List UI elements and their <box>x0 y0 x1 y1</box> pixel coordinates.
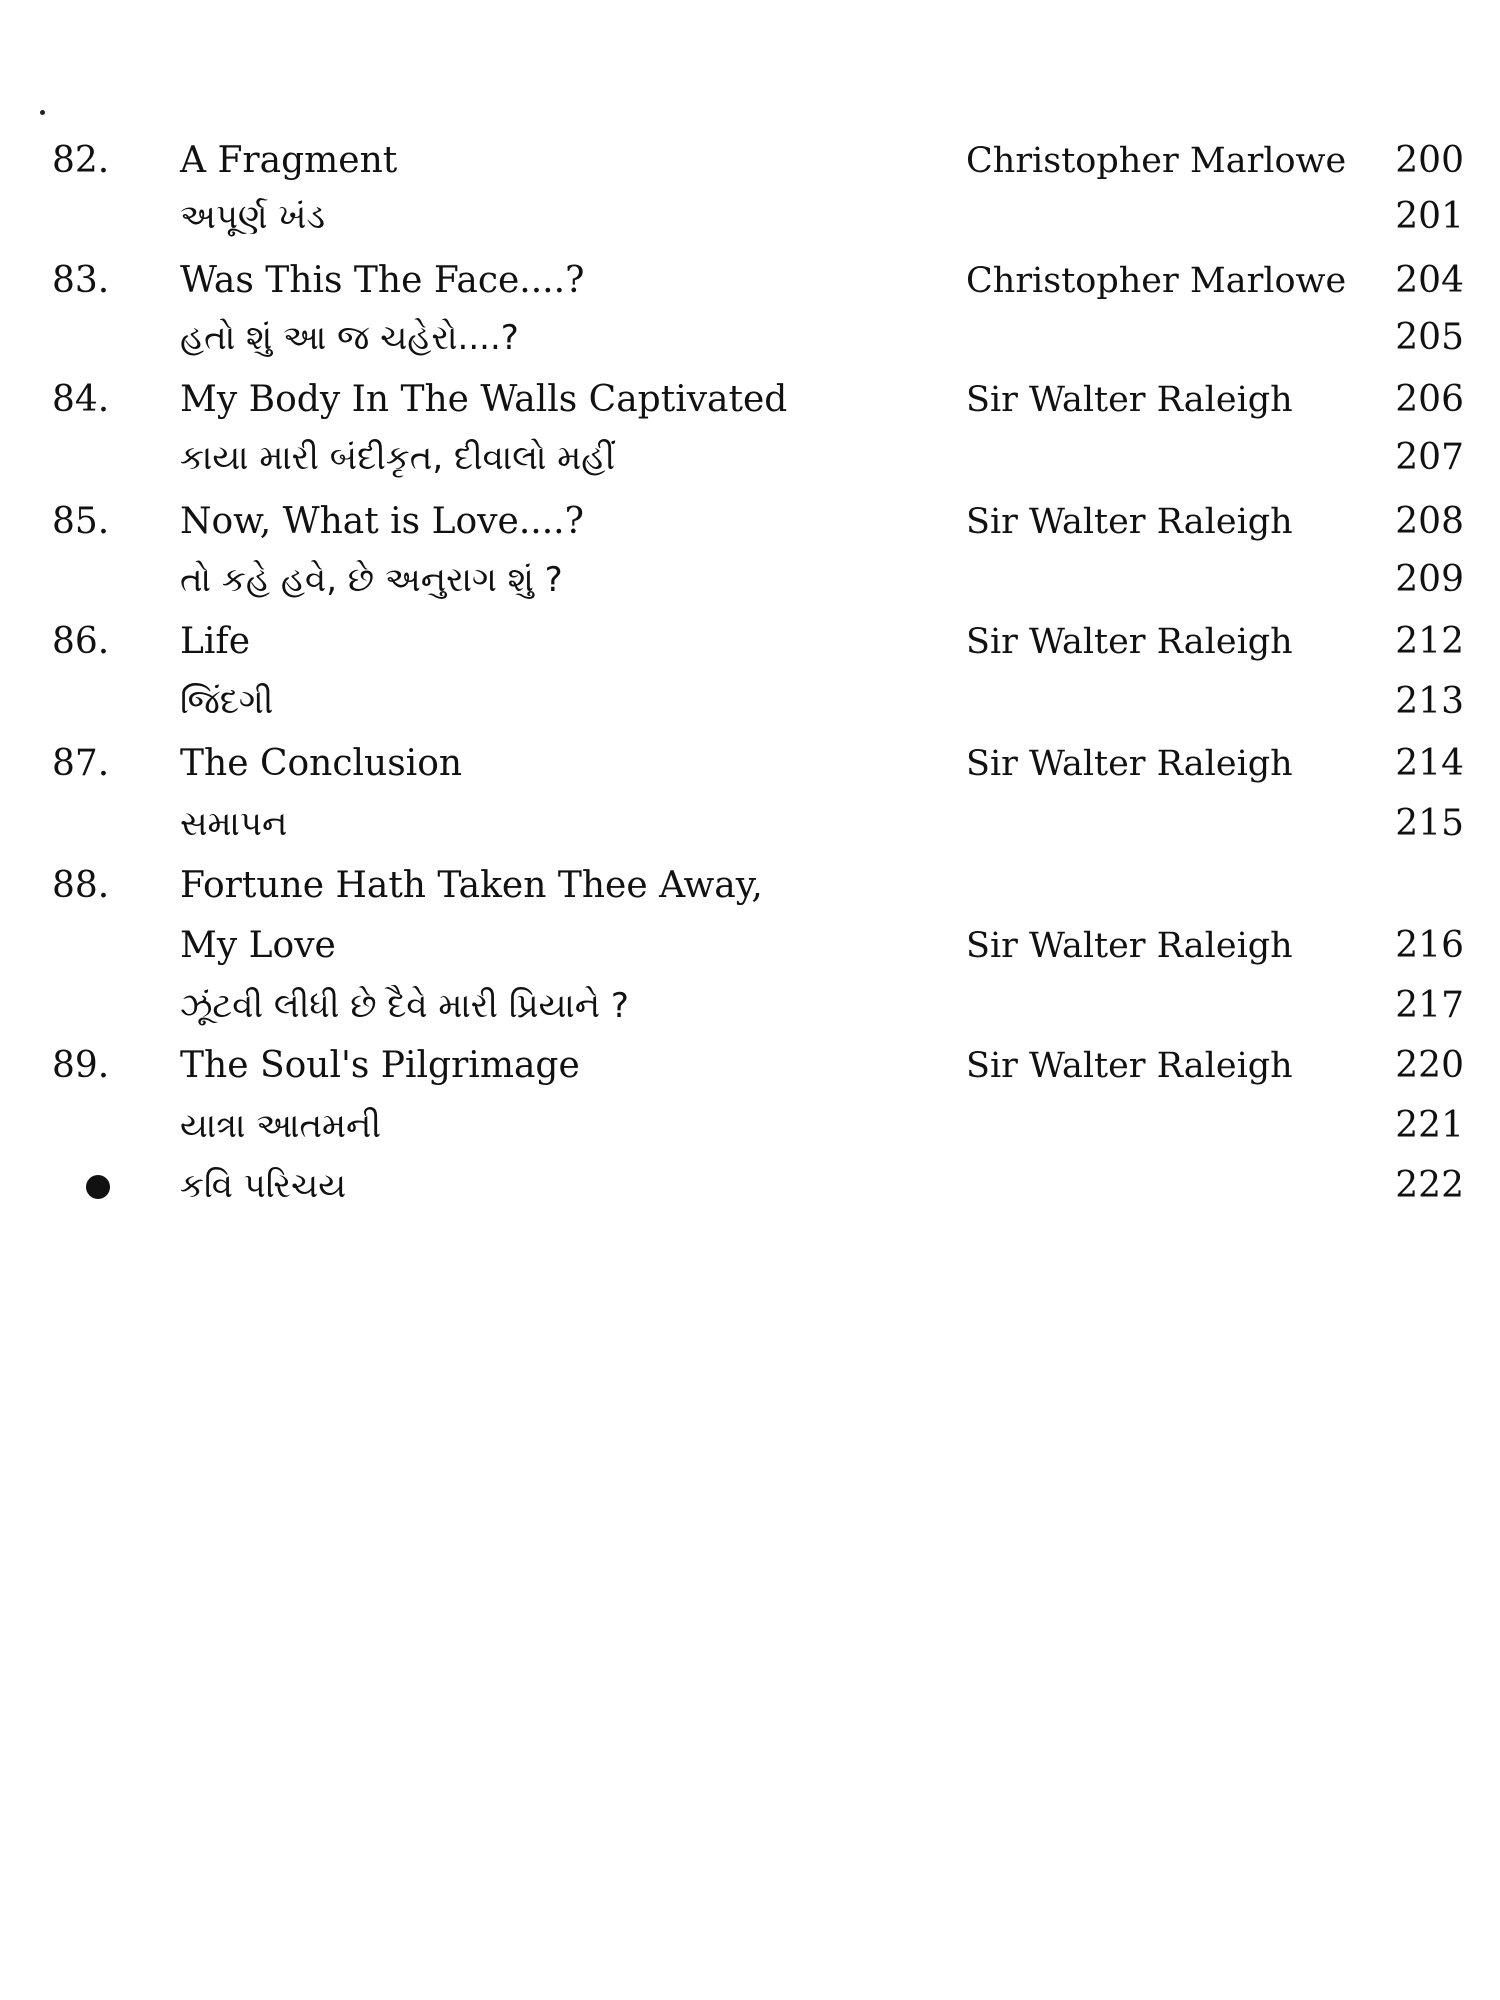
entry-page-number: 204 <box>1395 260 1464 301</box>
entry-page-number: 220 <box>1395 1045 1464 1086</box>
entry-title: The Soul's Pilgrimage <box>180 1045 580 1086</box>
entry-title: Fortune Hath Taken Thee Away, <box>180 865 763 906</box>
entry-author: Sir Walter Raleigh <box>966 744 1293 784</box>
entry-author: Christopher Marlowe <box>966 261 1347 301</box>
entry-page-number: 221 <box>1395 1105 1464 1146</box>
entry-number: 85. <box>52 501 110 542</box>
toc-entry-86-gujarati <box>0 672 1500 732</box>
entry-page-number: 213 <box>1395 681 1464 722</box>
toc-entry-88-continued <box>0 916 1500 976</box>
entry-number: 88. <box>52 865 110 906</box>
entry-author: Christopher Marlowe <box>966 141 1347 181</box>
entry-page-number: 222 <box>1395 1165 1464 1206</box>
entry-page-number: 215 <box>1395 803 1464 844</box>
toc-entry-87-gujarati <box>0 794 1500 854</box>
bullet-icon <box>86 1175 110 1199</box>
entry-title: Now, What is Love....? <box>180 501 584 542</box>
entry-title-gujarati: યાત્રા આતમની <box>180 1106 382 1146</box>
entry-title-gujarati: અપૂર્ણ ખંડ <box>180 197 326 237</box>
entry-title: Life <box>180 621 251 662</box>
entry-title-gujarati: કાયા મારી બંદીકૃત, દીવાલો મહીં <box>180 438 616 478</box>
entry-author: Sir Walter Raleigh <box>966 622 1293 662</box>
entry-title: My Body In The Walls Captivated <box>180 379 788 420</box>
entry-number: 89. <box>52 1045 110 1086</box>
toc-entry-89-gujarati <box>0 1096 1500 1156</box>
entry-number: 87. <box>52 743 110 784</box>
entry-title-gujarati: કવિ પરિચય <box>180 1166 347 1206</box>
entry-title-gujarati: સમાપન <box>180 804 288 844</box>
toc-entry-83-gujarati <box>0 308 1500 368</box>
toc-entry-82 <box>0 131 1500 191</box>
entry-author: Sir Walter Raleigh <box>966 380 1293 420</box>
entry-page-number: 205 <box>1395 317 1464 358</box>
entry-page-number: 200 <box>1395 140 1464 181</box>
toc-entry-poet-intro <box>0 1156 1500 1216</box>
entry-page-number: 216 <box>1395 925 1464 966</box>
entry-title-gujarati: ઝૂંટવી લીધી છે દૈવે મારી પ્રિયાને ? <box>180 986 629 1026</box>
toc-entry-85 <box>0 492 1500 552</box>
entry-page-number: 201 <box>1395 196 1464 237</box>
entry-number: 82. <box>52 140 110 181</box>
entry-title-gujarati: હતો શું આ જ ચહેરો....? <box>180 318 519 358</box>
toc-entry-85-gujarati <box>0 550 1500 610</box>
entry-number: 83. <box>52 260 110 301</box>
entry-title-gujarati: જિંદગી <box>180 682 274 722</box>
toc-entry-84 <box>0 370 1500 430</box>
entry-number: 84. <box>52 379 110 420</box>
entry-page-number: 217 <box>1395 985 1464 1026</box>
entry-author: Sir Walter Raleigh <box>966 1046 1293 1086</box>
toc-entry-87 <box>0 734 1500 794</box>
toc-entry-84-gujarati <box>0 428 1500 488</box>
entry-page-number: 212 <box>1395 621 1464 662</box>
entry-title-gujarati: તો કહે હવે, છે અનુરાગ શું ? <box>180 560 563 600</box>
entry-page-number: 207 <box>1395 437 1464 478</box>
entry-page-number: 214 <box>1395 743 1464 784</box>
entry-title: Was This The Face....? <box>180 260 585 301</box>
entry-page-number: 206 <box>1395 379 1464 420</box>
toc-entry-86 <box>0 612 1500 672</box>
toc-entry-89 <box>0 1036 1500 1096</box>
entry-page-number: 208 <box>1395 501 1464 542</box>
entry-title: A Fragment <box>180 140 398 181</box>
entry-number: 86. <box>52 621 110 662</box>
entry-author: Sir Walter Raleigh <box>966 502 1293 542</box>
toc-entry-88 <box>0 856 1500 916</box>
toc-entry-83 <box>0 251 1500 311</box>
entry-title-continued: My Love <box>180 925 336 966</box>
toc-entry-88-gujarati <box>0 976 1500 1036</box>
entry-page-number: 209 <box>1395 559 1464 600</box>
toc-entry-82-gujarati <box>0 187 1500 247</box>
entry-title: The Conclusion <box>180 743 463 784</box>
entry-author: Sir Walter Raleigh <box>966 926 1293 966</box>
